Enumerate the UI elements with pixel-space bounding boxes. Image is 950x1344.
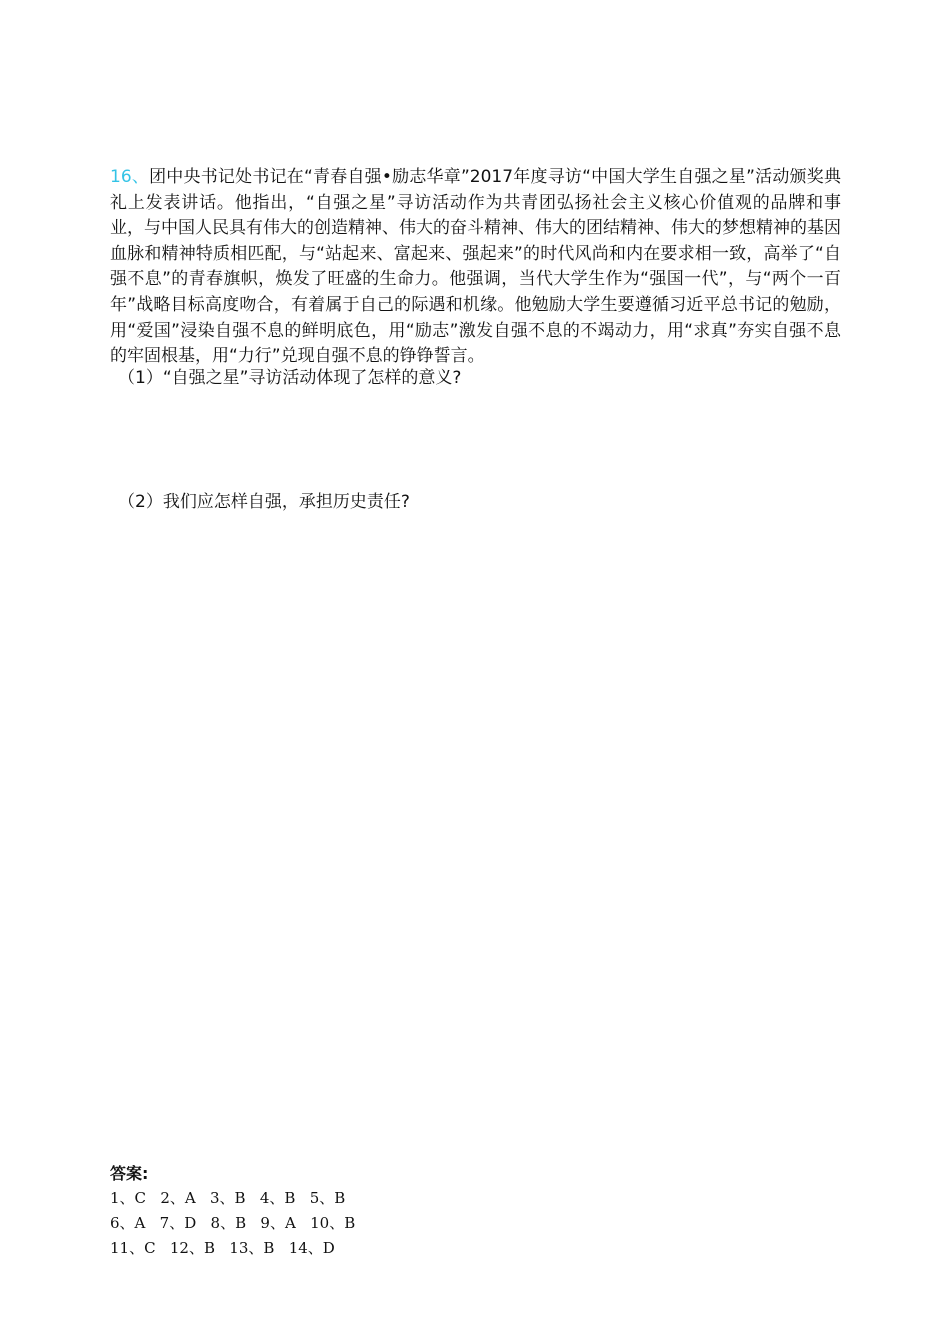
- question-number: 16、: [110, 167, 150, 187]
- sub-question-2: （2）我们应怎样自强，承担历史责任?: [118, 492, 410, 512]
- answer-row-3: 11、C 12、B 13、B 14、D: [110, 1239, 335, 1257]
- question-text: 团中央书记处书记在“青春自强•励志华章”2017年度寻访“中国大学生自强之星”活动颁奖典礼上发表讲话。他指出，“自强之星”寻访活动作为共青团弘扬社会主义核心价值观的品牌和事业，与中国人民具有伟大的创造精神、伟大的奋斗精神、伟大的团结精神、伟大的梦想精神的基因血脉和精神特质相匹配，与“站起来、富起来、强起来”的时代风尚和内在要求相一致，高举了“自强不息”的青春旗帜，焕发了旺盛的生命力。他强调，当代大学生作为“强国一代”，与“两个一百年”战略目标高度吻合，有着属于自己的际遇和机缘。他勉励大学生要遵循习近平总书记的勉励，用“爱国”浸染自强不息的鲜明底色，用“励志”激发自强不息的不竭动力，用“求真”夯实自强不息的牢固根基，用“力行”兑现自强不息的铮铮誓言。: [110, 167, 841, 367]
- sub-question-1: （1）“自强之星”寻访活动体现了怎样的意义?: [118, 368, 462, 388]
- answer-row-1: 1、C 2、A 3、B 4、B 5、B: [110, 1189, 346, 1207]
- question-16: [110, 165, 841, 370]
- answer-row-2: 6、A 7、D 8、B 9、A 10、B: [110, 1214, 356, 1232]
- answers-heading: 答案:: [110, 1164, 149, 1183]
- answer-section: [110, 1161, 355, 1261]
